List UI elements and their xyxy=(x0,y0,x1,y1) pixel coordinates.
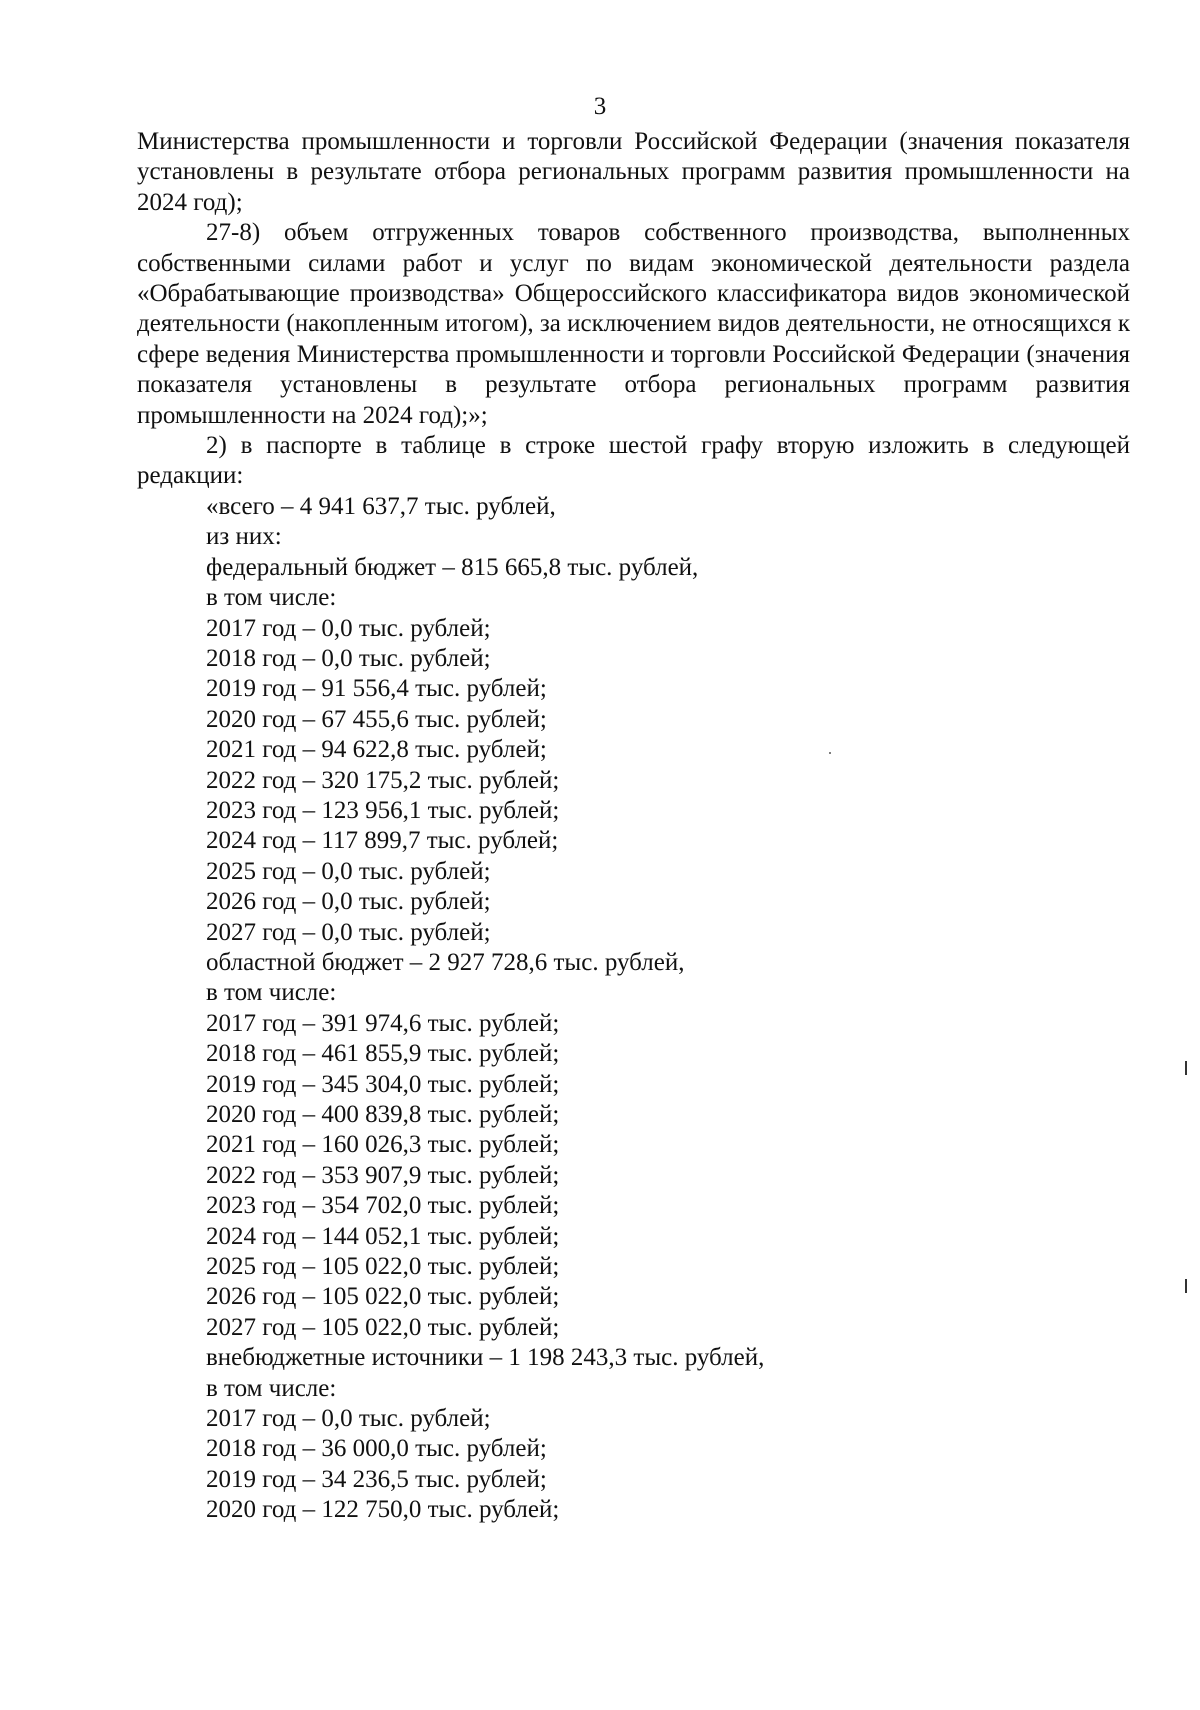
list-line: 2019 год – 345 304,0 тыс. рублей; xyxy=(206,1070,560,1098)
list-line: 2020 год – 400 839,8 тыс. рублей; xyxy=(206,1101,560,1128)
list-line: 2017 год – 0,0 тыс. рублей; xyxy=(206,614,491,642)
list-line: 2027 год – 105 022,0 тыс. рублей; xyxy=(206,1313,560,1341)
list-line: 2025 год – 0,0 тыс. рублей; xyxy=(206,857,491,885)
list-line: 2017 год – 391 974,6 тыс. рублей; xyxy=(206,1009,560,1037)
list-line: «всего – 4 941 637,7 тыс. рублей, xyxy=(206,492,556,520)
list-line: 2018 год – 461 855,9 тыс. рублей; xyxy=(206,1040,560,1068)
list-line: 2023 год – 123 956,1 тыс. рублей; xyxy=(206,796,560,824)
list-line: 2021 год – 160 026,3 тыс. рублей; xyxy=(206,1131,560,1159)
list-line: 2026 год – 105 022,0 тыс. рублей; xyxy=(206,1283,560,1311)
list-line: 2023 год – 354 702,0 тыс. рублей; xyxy=(206,1192,560,1220)
list-line: 2020 год – 67 455,6 тыс. рублей; xyxy=(206,705,547,733)
paragraph-item-2: 2) в паспорте в таблице в строке шестой графу вторую изложить в следующей редакции: xyxy=(137,432,1130,490)
paragraph-continuation: Министерства промышленности и торговли Российской Федерации (значения показателя установлены в результате отбора региональных программ развития промышленности на 2024 год); xyxy=(137,128,1130,216)
list-line: областной бюджет – 2 927 728,6 тыс. рублей, xyxy=(206,948,685,976)
list-line: в том числе: xyxy=(206,1374,337,1402)
list-line: 2027 год – 0,0 тыс. рублей; xyxy=(206,918,491,946)
list-line: 2024 год – 144 052,1 тыс. рублей; xyxy=(206,1222,560,1250)
list-line: 2024 год – 117 899,7 тыс. рублей; xyxy=(206,827,559,855)
list-line: 2022 год – 353 907,9 тыс. рублей; xyxy=(206,1161,560,1189)
paragraph-item-27-8: 27-8) объем отгруженных товаров собственного производства, выполненных собственными силами работ и услуг по видам экономической деятельности раздела «Обрабатывающие производства» Общероссийского классификатора видов экономической деятельности (накопленным итогом), за исключением видов деятельности, не относящихся к сфере ведения Министерства промышленности и торговли Российской Федерации (значения показателя установлены в результате отбора региональных программ развития промышленности на 2024 год);»; xyxy=(137,219,1130,429)
list-line: 2018 год – 0,0 тыс. рублей; xyxy=(206,644,491,672)
list-line: 2021 год – 94 622,8 тыс. рублей; xyxy=(206,736,547,764)
list-line: 2017 год – 0,0 тыс. рублей; xyxy=(206,1405,491,1433)
scan-margin-mark xyxy=(1185,1279,1187,1293)
list-line: федеральный бюджет – 815 665,8 тыс. рублей, xyxy=(206,553,699,581)
list-line: 2019 год – 91 556,4 тыс. рублей; xyxy=(206,675,547,703)
list-line: 2018 год – 36 000,0 тыс. рублей; xyxy=(206,1435,547,1463)
list-line: в том числе: xyxy=(206,584,337,612)
list-line: 2025 год – 105 022,0 тыс. рублей; xyxy=(206,1253,560,1281)
page-number: 3 xyxy=(593,93,607,120)
list-line: из них: xyxy=(206,523,282,551)
funding-list xyxy=(137,492,1130,1526)
list-line: 2019 год – 34 236,5 тыс. рублей; xyxy=(206,1465,547,1493)
list-line: в том числе: xyxy=(206,979,337,1007)
scan-speck xyxy=(829,752,831,754)
list-line: 2022 год – 320 175,2 тыс. рублей; xyxy=(206,766,560,794)
scan-margin-mark xyxy=(1185,1061,1187,1075)
list-line: внебюджетные источники – 1 198 243,3 тыс. рублей, xyxy=(206,1344,765,1372)
document-body xyxy=(137,127,1130,1526)
list-line: 2020 год – 122 750,0 тыс. рублей; xyxy=(206,1496,560,1524)
list-line: 2026 год – 0,0 тыс. рублей; xyxy=(206,888,491,916)
